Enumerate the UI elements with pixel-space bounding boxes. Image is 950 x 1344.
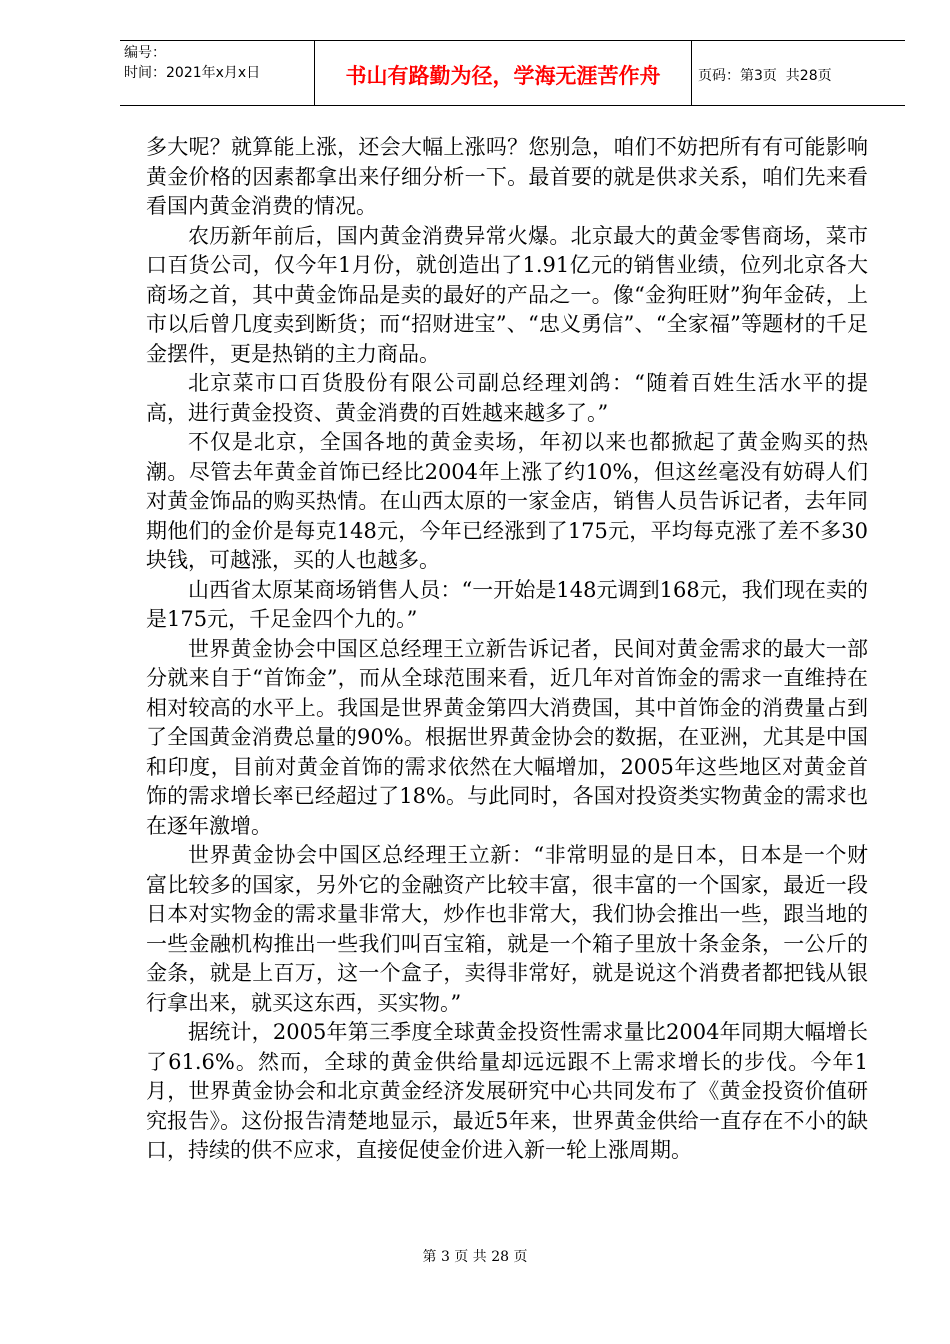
- paragraph: 不仅是北京，全国各地的黄金卖场，年初以来也都掀起了黄金购买的热潮。尽管去年黄金首饰已经比2004年上涨了约10%，但这丝毫没有妨碍人们对黄金饰品的购买热情。在山西太原的一家金店，销售人员告诉记者，去年同期他们的金价是每克148元，今年已经涨到了175元，平均每克涨了差不多30块钱，可越涨，买的人也越多。: [146, 430, 868, 572]
- paragraph: 世界黄金协会中国区总经理王立新告诉记者，民间对黄金需求的最大一部分就来自于“首饰金”，而从全球范围来看，近几年对首饰金的需求一直维持在相对较高的水平上。我国是世界黄金第四大消费国，其中首饰金的消费量占到了全国黄金消费总量的90%。根据世界黄金协会的数据，在亚洲，尤其是中国和印度，目前对黄金首饰的需求依然在大幅增加，2005年这些地区对黄金首饰的需求增长率已经超过了18%。与此同时，各国对投资类实物黄金的需求也在逐年激增。: [146, 636, 868, 838]
- paragraph: 多大呢？就算能上涨，还会大幅上涨吗？您别急，咱们不妨把所有有可能影响黄金价格的因素都拿出来仔细分析一下。最首要的就是供求关系，咱们先来看看国内黄金消费的情况。: [146, 135, 868, 218]
- paragraph: 据统计，2005年第三季度全球黄金投资性需求量比2004年同期大幅增长了61.6%。然而，全球的黄金供给量却远远跟不上需求增长的步伐。今年1月，世界黄金协会和北京黄金经济发展研究中心共同发布了《黄金投资价值研究报告》。这份报告清楚地显示，最近5年来，世界黄金供给一直存在不小的缺口，持续的供不应求，直接促使金价进入新一轮上涨周期。: [146, 1020, 868, 1162]
- page-footer: 第 3 页 共 28 页: [422, 1249, 528, 1265]
- header-meta-cell: [120, 41, 315, 105]
- header-page-info: 页码：第3页 共28页: [698, 68, 832, 84]
- document-body: [146, 133, 868, 1166]
- header-page-cell: [692, 41, 905, 105]
- paragraph: 山西省太原某商场销售人员：“一开始是148元调到168元，我们现在卖的是175元，千足金四个九的。”: [146, 577, 868, 631]
- header-motto: 书山有路勤为径，学海无涯苦作舟: [345, 64, 661, 88]
- paragraph: 农历新年前后，国内黄金消费异常火爆。北京最大的黄金零售商场，菜市口百货公司，仅今年1月份，就创造出了1.91亿元的销售业绩，位列北京各大商场之首，其中黄金饰品是卖的最好的产品之一。像“金狗旺财”狗年金砖，上市以后曾几度卖到断货；而“招财进宝”、“忠义勇信”、“全家福”等题材的千足金摆件，更是热销的主力商品。: [146, 223, 868, 366]
- header-motto-cell: [315, 41, 692, 105]
- document-time-label: 时间：2021年x月x日: [124, 65, 261, 81]
- document-number-label: 编号：: [124, 45, 166, 61]
- page-header: [120, 40, 905, 106]
- paragraph: 北京菜市口百货股份有限公司副总经理刘鸽：“随着百姓生活水平的提高，进行黄金投资、黄金消费的百姓越来越多了。”: [146, 371, 868, 425]
- paragraph: 世界黄金协会中国区总经理王立新：“非常明显的是日本，日本是一个财富比较多的国家，另外它的金融资产比较丰富，很丰富的一个国家，最近一段日本对实物金的需求量非常大，炒作也非常大，我们协会推出一些，跟当地的一些金融机构推出一些我们叫百宝箱，就是一个箱子里放十条金条，一公斤的金条，就是上百万，这一个盒子，卖得非常好，就是说这个消费者都把钱从银行拿出来，就买这东西，买实物。”: [146, 843, 868, 1015]
